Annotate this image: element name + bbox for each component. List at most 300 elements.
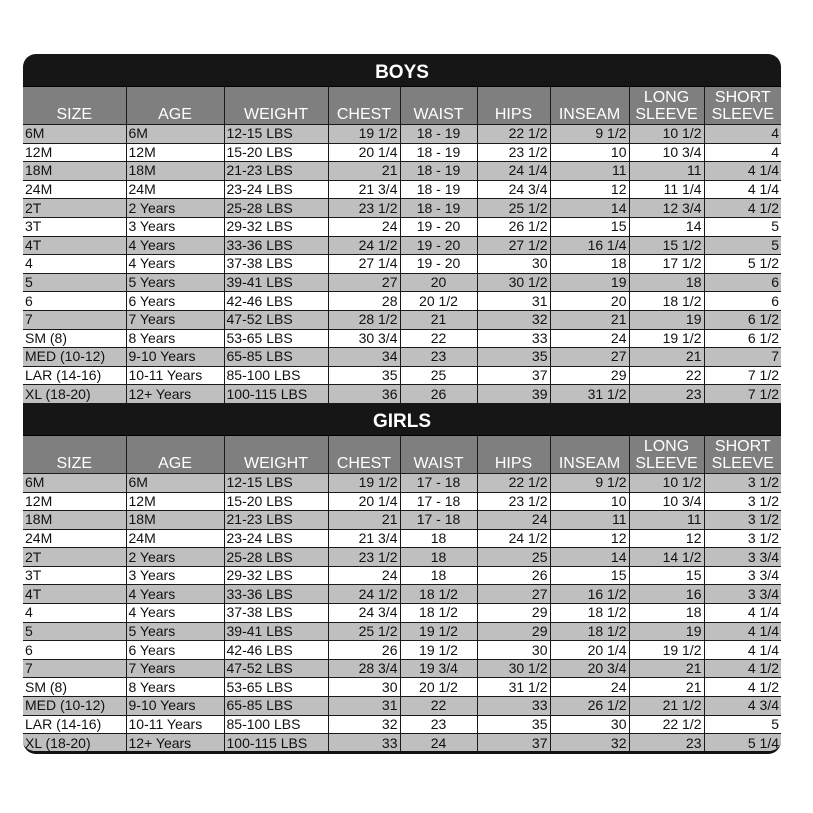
- boys-cell-short-sleeve: 6: [704, 292, 781, 311]
- girls-cell-inseam: 24: [550, 678, 629, 697]
- boys-cell-chest: 35: [328, 366, 400, 385]
- girls-table-row: [23, 622, 781, 641]
- girls-table-row: [23, 473, 781, 492]
- girls-cell-chest: 19 1/2: [328, 473, 400, 492]
- girls-table-row: [23, 585, 781, 604]
- boys-cell-chest: 27: [328, 273, 400, 292]
- girls-cell-long-sleeve: 15: [629, 566, 704, 585]
- girls-cell-short-sleeve: 3 1/2: [704, 529, 781, 548]
- boys-cell-long-sleeve: 14: [629, 217, 704, 236]
- girls-cell-weight: 100-115 LBS: [224, 734, 328, 752]
- girls-cell-age: 3 Years: [126, 566, 224, 585]
- boys-header-inseam: INSEAM: [550, 87, 629, 125]
- boys-cell-age: 5 Years: [126, 273, 224, 292]
- boys-cell-age: 9-10 Years: [126, 348, 224, 367]
- boys-header-chest: CHEST: [328, 87, 400, 125]
- boys-cell-hips: 35: [477, 348, 550, 367]
- boys-cell-age: 6 Years: [126, 292, 224, 311]
- boys-cell-hips: 25 1/2: [477, 199, 550, 218]
- boys-cell-inseam: 20: [550, 292, 629, 311]
- girls-cell-chest: 24: [328, 566, 400, 585]
- boys-cell-age: 18M: [126, 162, 224, 181]
- boys-cell-short-sleeve: 6: [704, 273, 781, 292]
- girls-cell-hips: 22 1/2: [477, 473, 550, 492]
- boys-table-row: [23, 236, 781, 255]
- boys-cell-inseam: 15: [550, 217, 629, 236]
- boys-cell-inseam: 12: [550, 180, 629, 199]
- boys-table-body: [23, 125, 781, 403]
- girls-cell-size: 4T: [23, 585, 126, 604]
- boys-cell-age: 7 Years: [126, 310, 224, 329]
- girls-cell-age: 12M: [126, 492, 224, 511]
- boys-header-hips: HIPS: [477, 87, 550, 125]
- girls-table-row: [23, 641, 781, 660]
- girls-cell-short-sleeve: 3 3/4: [704, 566, 781, 585]
- girls-cell-waist: 17 - 18: [400, 492, 477, 511]
- girls-cell-hips: 27: [477, 585, 550, 604]
- boys-cell-long-sleeve: 23: [629, 385, 704, 403]
- girls-title-text: GIRLS: [372, 410, 432, 432]
- boys-cell-waist: 22: [400, 329, 477, 348]
- boys-cell-age: 12M: [126, 143, 224, 162]
- girls-cell-long-sleeve: 18: [629, 604, 704, 623]
- girls-cell-chest: 24 1/2: [328, 585, 400, 604]
- boys-cell-age: 12+ Years: [126, 385, 224, 403]
- girls-cell-short-sleeve: 4 1/4: [704, 604, 781, 623]
- girls-cell-age: 8 Years: [126, 678, 224, 697]
- girls-size-table: [23, 436, 781, 752]
- boys-cell-size: SM (8): [23, 329, 126, 348]
- girls-cell-inseam: 18 1/2: [550, 604, 629, 623]
- boys-cell-weight: 21-23 LBS: [224, 162, 328, 181]
- boys-cell-size: 4T: [23, 236, 126, 255]
- boys-title-text: BOYS: [375, 62, 429, 83]
- girls-cell-waist: 20 1/2: [400, 678, 477, 697]
- girls-cell-inseam: 11: [550, 511, 629, 530]
- girls-cell-hips: 30 1/2: [477, 659, 550, 678]
- girls-cell-age: 7 Years: [126, 659, 224, 678]
- boys-cell-hips: 26 1/2: [477, 217, 550, 236]
- boys-cell-short-sleeve: 4: [704, 143, 781, 162]
- boys-cell-size: 5: [23, 273, 126, 292]
- boys-cell-long-sleeve: 19 1/2: [629, 329, 704, 348]
- boys-cell-short-sleeve: 4: [704, 125, 781, 144]
- boys-cell-chest: 24 1/2: [328, 236, 400, 255]
- girls-cell-hips: 29: [477, 604, 550, 623]
- girls-cell-size: 6M: [23, 473, 126, 492]
- girls-cell-weight: 15-20 LBS: [224, 492, 328, 511]
- boys-cell-inseam: 10: [550, 143, 629, 162]
- girls-cell-size: 3T: [23, 566, 126, 585]
- girls-table-row: [23, 734, 781, 752]
- boys-table-row: [23, 310, 781, 329]
- girls-cell-long-sleeve: 12: [629, 529, 704, 548]
- girls-cell-size: SM (8): [23, 678, 126, 697]
- boys-cell-age: 24M: [126, 180, 224, 199]
- boys-cell-weight: 33-36 LBS: [224, 236, 328, 255]
- girls-cell-hips: 33: [477, 697, 550, 716]
- girls-cell-hips: 23 1/2: [477, 492, 550, 511]
- boys-cell-chest: 28: [328, 292, 400, 311]
- girls-cell-inseam: 16 1/2: [550, 585, 629, 604]
- boys-cell-waist: 23: [400, 348, 477, 367]
- girls-cell-weight: 85-100 LBS: [224, 715, 328, 734]
- girls-cell-weight: 33-36 LBS: [224, 585, 328, 604]
- girls-cell-size: 2T: [23, 548, 126, 567]
- boys-cell-short-sleeve: 7: [704, 348, 781, 367]
- girls-cell-short-sleeve: 4 3/4: [704, 697, 781, 716]
- girls-cell-chest: 32: [328, 715, 400, 734]
- girls-cell-weight: 21-23 LBS: [224, 511, 328, 530]
- boys-cell-waist: 20: [400, 273, 477, 292]
- girls-header-age: AGE: [126, 436, 224, 474]
- girls-cell-long-sleeve: 21: [629, 659, 704, 678]
- boys-header-age: AGE: [126, 87, 224, 125]
- girls-cell-hips: 29: [477, 622, 550, 641]
- boys-cell-short-sleeve: 4 1/4: [704, 162, 781, 181]
- girls-cell-long-sleeve: 19: [629, 622, 704, 641]
- boys-cell-waist: 21: [400, 310, 477, 329]
- girls-cell-size: 7: [23, 659, 126, 678]
- girls-cell-weight: 39-41 LBS: [224, 622, 328, 641]
- boys-cell-hips: 23 1/2: [477, 143, 550, 162]
- girls-cell-weight: 47-52 LBS: [224, 659, 328, 678]
- girls-cell-short-sleeve: 4 1/2: [704, 659, 781, 678]
- girls-cell-hips: 31 1/2: [477, 678, 550, 697]
- boys-table-row: [23, 329, 781, 348]
- boys-cell-chest: 21 3/4: [328, 180, 400, 199]
- girls-cell-weight: 42-46 LBS: [224, 641, 328, 660]
- boys-table-row: [23, 162, 781, 181]
- girls-cell-short-sleeve: 3 1/2: [704, 511, 781, 530]
- girls-cell-short-sleeve: 3 3/4: [704, 548, 781, 567]
- girls-cell-long-sleeve: 11: [629, 511, 704, 530]
- boys-cell-hips: 31: [477, 292, 550, 311]
- girls-cell-waist: 18: [400, 566, 477, 585]
- boys-cell-size: XL (18-20): [23, 385, 126, 403]
- girls-cell-weight: 12-15 LBS: [224, 473, 328, 492]
- boys-cell-hips: 39: [477, 385, 550, 403]
- girls-cell-long-sleeve: 14 1/2: [629, 548, 704, 567]
- boys-cell-waist: 26: [400, 385, 477, 403]
- girls-cell-waist: 18 1/2: [400, 585, 477, 604]
- girls-cell-chest: 25 1/2: [328, 622, 400, 641]
- girls-cell-waist: 17 - 18: [400, 473, 477, 492]
- boys-cell-weight: 12-15 LBS: [224, 125, 328, 144]
- girls-cell-inseam: 20 3/4: [550, 659, 629, 678]
- boys-cell-short-sleeve: 4 1/4: [704, 180, 781, 199]
- girls-cell-inseam: 12: [550, 529, 629, 548]
- girls-header-weight: WEIGHT: [224, 436, 328, 474]
- boys-table-row: [23, 255, 781, 274]
- boys-cell-hips: 32: [477, 310, 550, 329]
- girls-header-hips: HIPS: [477, 436, 550, 474]
- girls-header-row: [23, 436, 781, 474]
- boys-cell-inseam: 24: [550, 329, 629, 348]
- boys-cell-size: 6: [23, 292, 126, 311]
- girls-cell-long-sleeve: 23: [629, 734, 704, 752]
- girls-table-row: [23, 659, 781, 678]
- girls-cell-age: 6M: [126, 473, 224, 492]
- girls-cell-chest: 33: [328, 734, 400, 752]
- boys-cell-inseam: 27: [550, 348, 629, 367]
- girls-cell-hips: 30: [477, 641, 550, 660]
- girls-cell-size: 4: [23, 604, 126, 623]
- boys-cell-size: 4: [23, 255, 126, 274]
- boys-cell-size: 3T: [23, 217, 126, 236]
- girls-cell-waist: 19 1/2: [400, 641, 477, 660]
- boys-header-waist: WAIST: [400, 87, 477, 125]
- boys-table-row: [23, 273, 781, 292]
- boys-cell-weight: 39-41 LBS: [224, 273, 328, 292]
- girls-cell-long-sleeve: 16: [629, 585, 704, 604]
- girls-header-short-sleeve: SHORT SLEEVE: [704, 436, 781, 474]
- girls-table-row: [23, 548, 781, 567]
- boys-cell-size: MED (10-12): [23, 348, 126, 367]
- girls-table-row: [23, 678, 781, 697]
- girls-cell-waist: 19 3/4: [400, 659, 477, 678]
- girls-cell-waist: 17 - 18: [400, 511, 477, 530]
- boys-cell-weight: 37-38 LBS: [224, 255, 328, 274]
- girls-table-row: [23, 697, 781, 716]
- boys-cell-short-sleeve: 4 1/2: [704, 199, 781, 218]
- boys-cell-inseam: 11: [550, 162, 629, 181]
- boys-cell-hips: 37: [477, 366, 550, 385]
- girls-cell-inseam: 20 1/4: [550, 641, 629, 660]
- girls-cell-hips: 24 1/2: [477, 529, 550, 548]
- boys-cell-inseam: 18: [550, 255, 629, 274]
- girls-cell-chest: 26: [328, 641, 400, 660]
- girls-cell-waist: 22: [400, 697, 477, 716]
- boys-cell-size: LAR (14-16): [23, 366, 126, 385]
- girls-cell-chest: 30: [328, 678, 400, 697]
- girls-cell-short-sleeve: 4 1/2: [704, 678, 781, 697]
- boys-cell-size: 6M: [23, 125, 126, 144]
- boys-cell-age: 4 Years: [126, 255, 224, 274]
- girls-cell-chest: 23 1/2: [328, 548, 400, 567]
- boys-cell-hips: 24 3/4: [477, 180, 550, 199]
- boys-table-row: [23, 143, 781, 162]
- boys-size-table: [23, 87, 781, 403]
- boys-cell-inseam: 19: [550, 273, 629, 292]
- girls-cell-inseam: 10: [550, 492, 629, 511]
- girls-table-row: [23, 715, 781, 734]
- boys-cell-long-sleeve: 18: [629, 273, 704, 292]
- boys-cell-waist: 18 - 19: [400, 125, 477, 144]
- boys-table-row: [23, 292, 781, 311]
- boys-cell-long-sleeve: 10 1/2: [629, 125, 704, 144]
- girls-cell-age: 4 Years: [126, 604, 224, 623]
- girls-cell-age: 5 Years: [126, 622, 224, 641]
- girls-cell-inseam: 26 1/2: [550, 697, 629, 716]
- girls-cell-waist: 24: [400, 734, 477, 752]
- girls-header-long-sleeve: LONG SLEEVE: [629, 436, 704, 474]
- girls-cell-chest: 28 3/4: [328, 659, 400, 678]
- boys-cell-short-sleeve: 5 1/2: [704, 255, 781, 274]
- girls-cell-long-sleeve: 21: [629, 678, 704, 697]
- boys-cell-weight: 65-85 LBS: [224, 348, 328, 367]
- boys-cell-waist: 18 - 19: [400, 180, 477, 199]
- boys-table-row: [23, 125, 781, 144]
- girls-cell-weight: 23-24 LBS: [224, 529, 328, 548]
- girls-cell-weight: 65-85 LBS: [224, 697, 328, 716]
- girls-cell-age: 18M: [126, 511, 224, 530]
- boys-cell-weight: 29-32 LBS: [224, 217, 328, 236]
- boys-cell-long-sleeve: 15 1/2: [629, 236, 704, 255]
- boys-cell-chest: 20 1/4: [328, 143, 400, 162]
- girls-table-body: [23, 473, 781, 751]
- boys-cell-weight: 100-115 LBS: [224, 385, 328, 403]
- boys-cell-age: 2 Years: [126, 199, 224, 218]
- boys-table-row: [23, 217, 781, 236]
- girls-cell-inseam: 32: [550, 734, 629, 752]
- boys-table-row: [23, 180, 781, 199]
- girls-cell-age: 6 Years: [126, 641, 224, 660]
- boys-cell-waist: 18 - 19: [400, 143, 477, 162]
- girls-cell-inseam: 14: [550, 548, 629, 567]
- boys-cell-weight: 53-65 LBS: [224, 329, 328, 348]
- girls-cell-size: 5: [23, 622, 126, 641]
- girls-table-row: [23, 604, 781, 623]
- girls-cell-waist: 23: [400, 715, 477, 734]
- girls-table-row: [23, 529, 781, 548]
- boys-cell-inseam: 31 1/2: [550, 385, 629, 403]
- boys-cell-size: 12M: [23, 143, 126, 162]
- boys-cell-weight: 23-24 LBS: [224, 180, 328, 199]
- girls-cell-age: 24M: [126, 529, 224, 548]
- boys-cell-age: 8 Years: [126, 329, 224, 348]
- girls-cell-age: 9-10 Years: [126, 697, 224, 716]
- girls-table-row: [23, 492, 781, 511]
- boys-cell-age: 3 Years: [126, 217, 224, 236]
- boys-cell-hips: 24 1/4: [477, 162, 550, 181]
- girls-cell-hips: 37: [477, 734, 550, 752]
- boys-header-long-sleeve: LONG SLEEVE: [629, 87, 704, 125]
- boys-cell-short-sleeve: 6 1/2: [704, 310, 781, 329]
- boys-cell-waist: 19 - 20: [400, 236, 477, 255]
- girls-cell-waist: 18: [400, 529, 477, 548]
- girls-cell-weight: 37-38 LBS: [224, 604, 328, 623]
- boys-cell-chest: 23 1/2: [328, 199, 400, 218]
- boys-cell-chest: 36: [328, 385, 400, 403]
- boys-cell-weight: 47-52 LBS: [224, 310, 328, 329]
- girls-cell-short-sleeve: 4 1/4: [704, 641, 781, 660]
- boys-cell-weight: 85-100 LBS: [224, 366, 328, 385]
- girls-cell-short-sleeve: 3 1/2: [704, 473, 781, 492]
- girls-header-inseam: INSEAM: [550, 436, 629, 474]
- girls-header-chest: CHEST: [328, 436, 400, 474]
- boys-cell-chest: 34: [328, 348, 400, 367]
- girls-cell-short-sleeve: 4 1/4: [704, 622, 781, 641]
- girls-cell-long-sleeve: 10 3/4: [629, 492, 704, 511]
- boys-cell-long-sleeve: 21: [629, 348, 704, 367]
- boys-cell-long-sleeve: 11: [629, 162, 704, 181]
- boys-cell-hips: 30 1/2: [477, 273, 550, 292]
- boys-cell-short-sleeve: 7 1/2: [704, 385, 781, 403]
- girls-cell-size: 24M: [23, 529, 126, 548]
- boys-cell-waist: 18 - 19: [400, 199, 477, 218]
- girls-cell-short-sleeve: 5 1/4: [704, 734, 781, 752]
- boys-cell-chest: 28 1/2: [328, 310, 400, 329]
- boys-header-row: [23, 87, 781, 125]
- boys-cell-long-sleeve: 11 1/4: [629, 180, 704, 199]
- boys-cell-age: 6M: [126, 125, 224, 144]
- girls-cell-inseam: 18 1/2: [550, 622, 629, 641]
- boys-table-row: [23, 199, 781, 218]
- girls-cell-size: 18M: [23, 511, 126, 530]
- girls-table-row: [23, 566, 781, 585]
- girls-cell-size: 12M: [23, 492, 126, 511]
- boys-table-row: [23, 366, 781, 385]
- girls-cell-inseam: 15: [550, 566, 629, 585]
- boys-cell-chest: 19 1/2: [328, 125, 400, 144]
- girls-cell-age: 12+ Years: [126, 734, 224, 752]
- boys-cell-size: 24M: [23, 180, 126, 199]
- girls-cell-hips: 24: [477, 511, 550, 530]
- girls-cell-long-sleeve: 21 1/2: [629, 697, 704, 716]
- boys-cell-waist: 19 - 20: [400, 255, 477, 274]
- boys-cell-waist: 20 1/2: [400, 292, 477, 311]
- boys-cell-hips: 33: [477, 329, 550, 348]
- boys-cell-inseam: 14: [550, 199, 629, 218]
- boys-cell-waist: 19 - 20: [400, 217, 477, 236]
- girls-cell-waist: 18: [400, 548, 477, 567]
- boys-cell-inseam: 21: [550, 310, 629, 329]
- boys-cell-inseam: 9 1/2: [550, 125, 629, 144]
- girls-cell-long-sleeve: 10 1/2: [629, 473, 704, 492]
- girls-header-waist: WAIST: [400, 436, 477, 474]
- boys-cell-long-sleeve: 10 3/4: [629, 143, 704, 162]
- size-chart: [23, 54, 781, 754]
- boys-cell-inseam: 16 1/4: [550, 236, 629, 255]
- boys-cell-waist: 25: [400, 366, 477, 385]
- boys-cell-long-sleeve: 17 1/2: [629, 255, 704, 274]
- boys-cell-short-sleeve: 5: [704, 217, 781, 236]
- girls-cell-short-sleeve: 3 1/2: [704, 492, 781, 511]
- boys-header-weight: WEIGHT: [224, 87, 328, 125]
- boys-table-row: [23, 348, 781, 367]
- boys-cell-long-sleeve: 12 3/4: [629, 199, 704, 218]
- girls-cell-short-sleeve: 5: [704, 715, 781, 734]
- girls-cell-weight: 29-32 LBS: [224, 566, 328, 585]
- boys-cell-long-sleeve: 19: [629, 310, 704, 329]
- girls-cell-hips: 25: [477, 548, 550, 567]
- girls-cell-long-sleeve: 22 1/2: [629, 715, 704, 734]
- boys-section-title: [23, 54, 781, 87]
- boys-cell-chest: 21: [328, 162, 400, 181]
- boys-table-row: [23, 385, 781, 403]
- boys-cell-weight: 25-28 LBS: [224, 199, 328, 218]
- boys-cell-inseam: 29: [550, 366, 629, 385]
- girls-section-title: [23, 403, 781, 436]
- boys-cell-chest: 30 3/4: [328, 329, 400, 348]
- girls-cell-weight: 25-28 LBS: [224, 548, 328, 567]
- boys-cell-chest: 24: [328, 217, 400, 236]
- boys-cell-chest: 27 1/4: [328, 255, 400, 274]
- girls-cell-long-sleeve: 19 1/2: [629, 641, 704, 660]
- girls-cell-weight: 53-65 LBS: [224, 678, 328, 697]
- girls-table-row: [23, 511, 781, 530]
- girls-cell-waist: 18 1/2: [400, 604, 477, 623]
- girls-cell-size: 6: [23, 641, 126, 660]
- boys-cell-hips: 22 1/2: [477, 125, 550, 144]
- girls-cell-inseam: 30: [550, 715, 629, 734]
- boys-cell-weight: 15-20 LBS: [224, 143, 328, 162]
- girls-cell-hips: 26: [477, 566, 550, 585]
- boys-cell-long-sleeve: 22: [629, 366, 704, 385]
- girls-cell-age: 2 Years: [126, 548, 224, 567]
- boys-cell-age: 4 Years: [126, 236, 224, 255]
